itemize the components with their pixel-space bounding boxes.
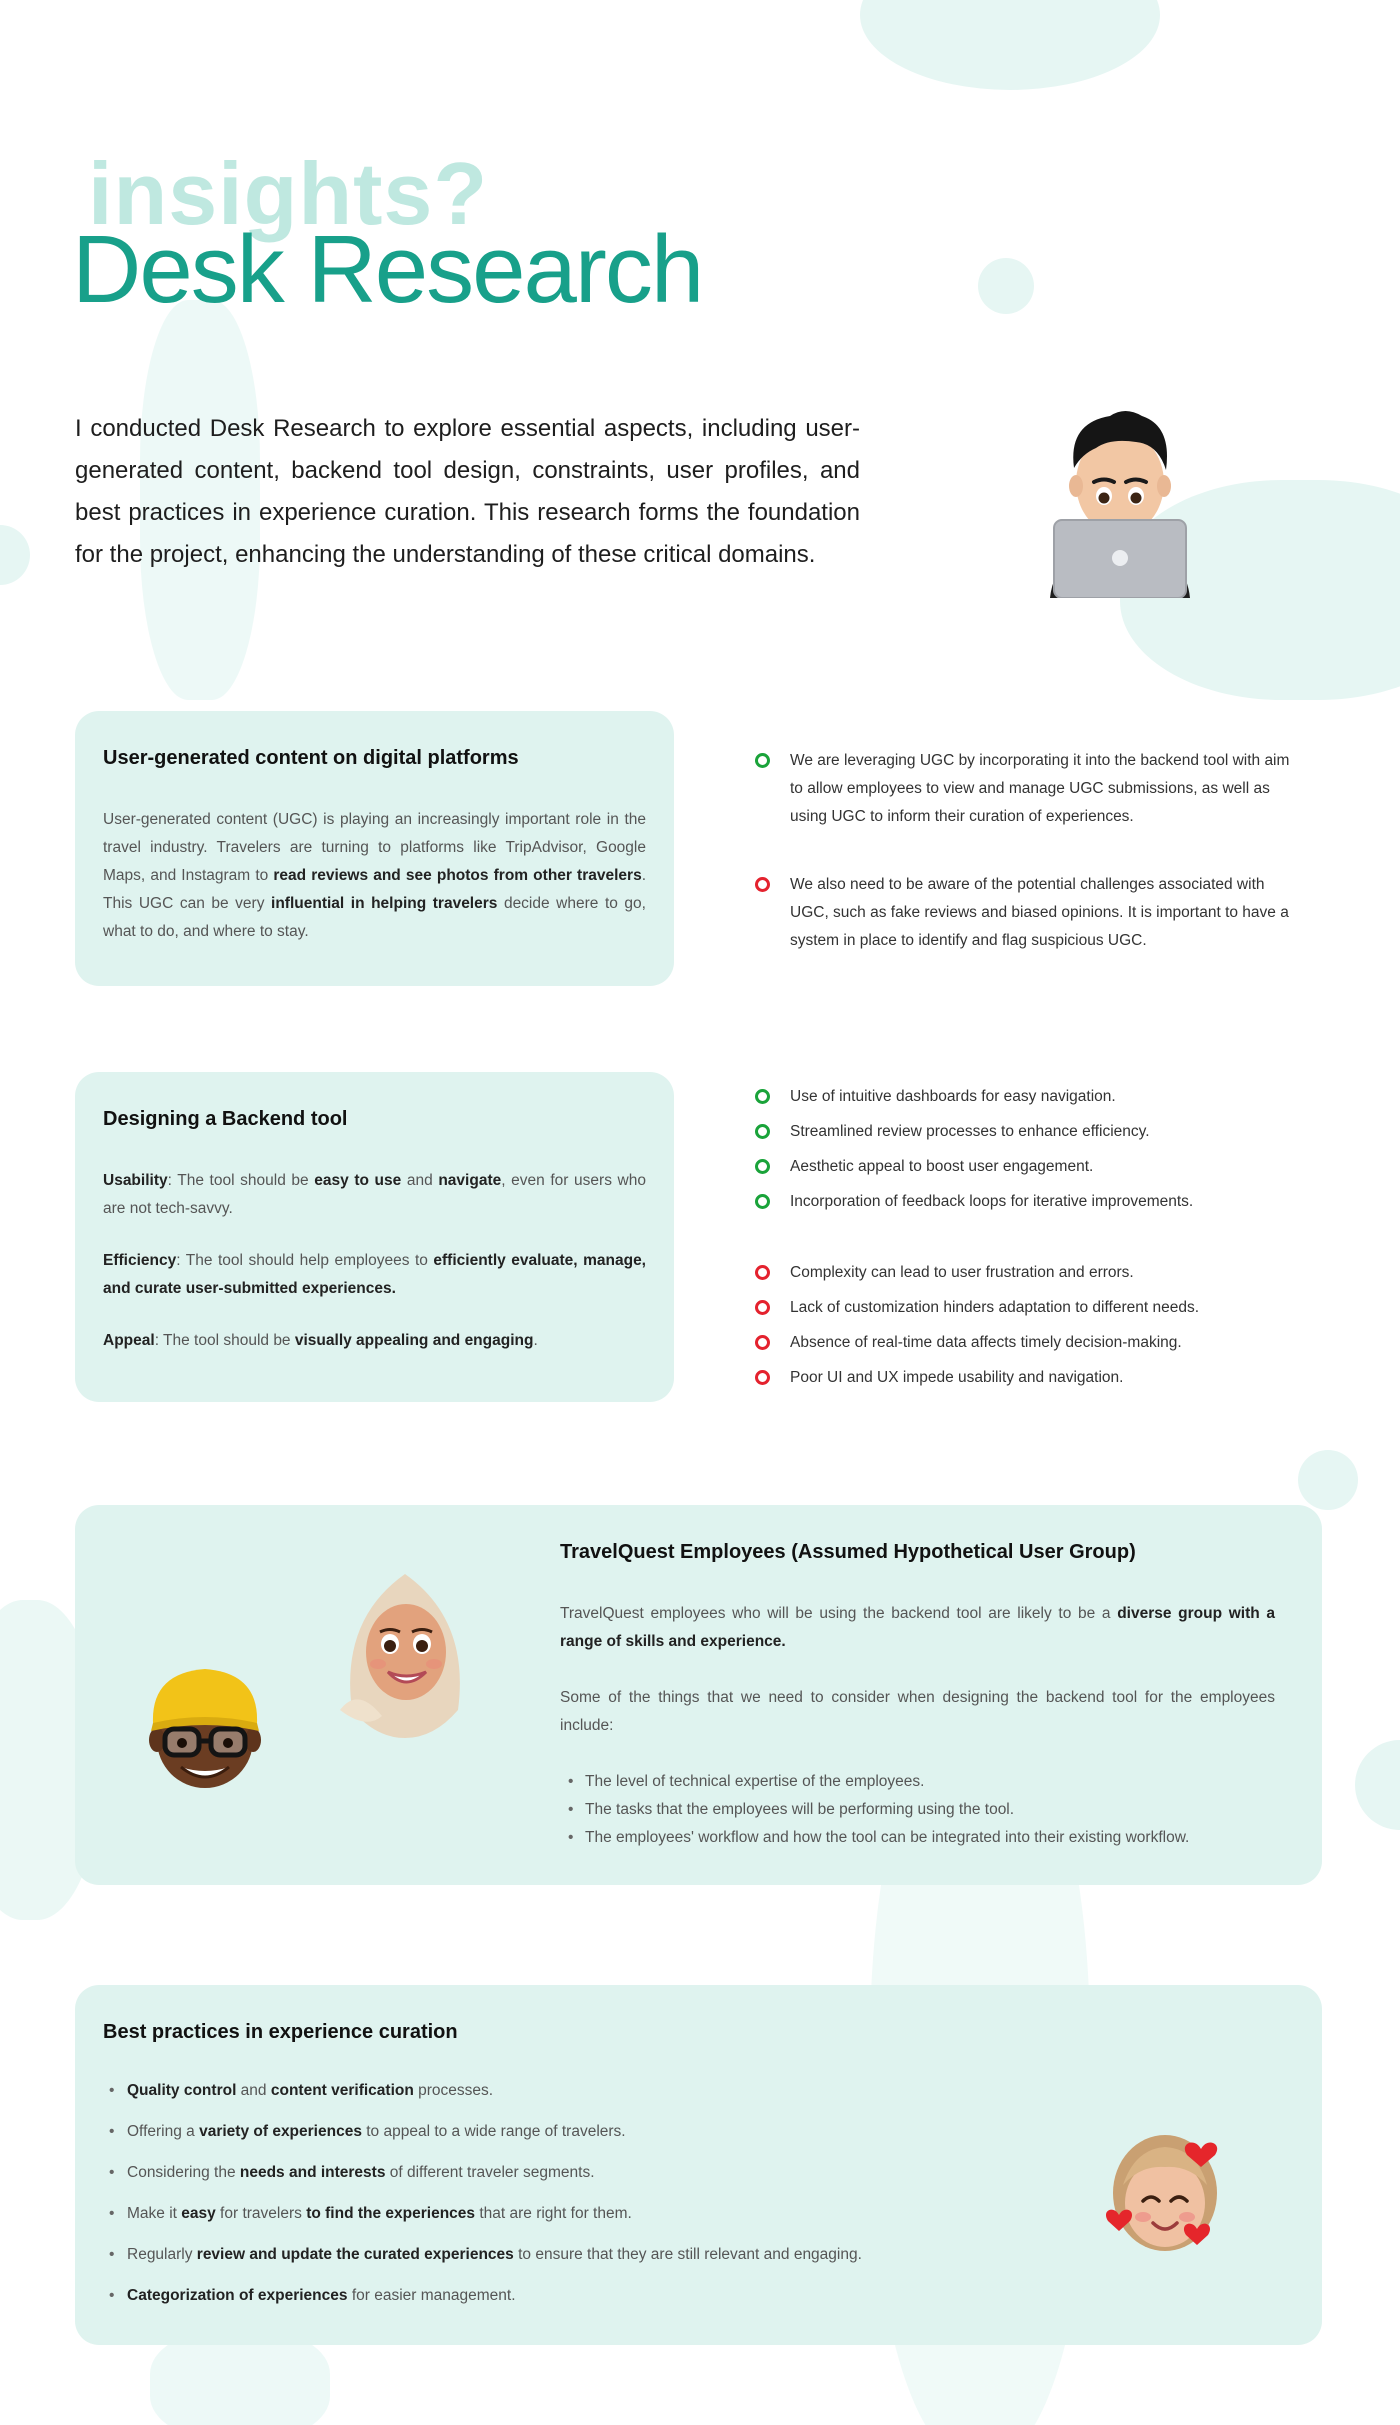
red-bullet-icon — [755, 1300, 770, 1315]
background-blob — [0, 525, 30, 585]
employees-card — [75, 1505, 1322, 1885]
background-blob — [1298, 1450, 1358, 1510]
memoji-hearts-avatar — [1105, 2125, 1225, 2255]
employees-list — [560, 1768, 1275, 1852]
backend-title: Designing a Backend tool — [103, 1108, 348, 1130]
employees-text — [560, 1541, 1275, 1852]
list-item: • Considering the needs and interests of different traveler segments. — [103, 2152, 1294, 2193]
employees-title: TravelQuest Employees (Assumed Hypothetical User Group) — [560, 1541, 1136, 1563]
green-bullet-icon — [755, 1194, 770, 1209]
red-bullet-icon — [755, 1370, 770, 1385]
employees-body: TravelQuest employees who will be using the backend tool are likely to be a diverse group with a range of skills and experience. — [560, 1605, 1275, 1650]
best-practices-title: Best practices in experience curation — [103, 2021, 458, 2043]
list-item: • Categorization of experiences for easier management. — [103, 2275, 1294, 2316]
ghost-title: insights? — [88, 144, 489, 243]
list-item: • The employees' workflow and how the tool can be integrated into their existing workflow. — [560, 1824, 1275, 1852]
backend-card — [75, 1072, 674, 1402]
red-bullet-icon — [755, 877, 770, 892]
ugc-body: User-generated content (UGC) is playing an increasingly important role in the travel industry. Travelers are turning to platforms like TripAdvisor, Google Maps, and Instagram to read reviews and see photos from other travelers. This UGC can be very influential in helping travelers decide where to go, what to do, and where to stay. — [103, 811, 646, 940]
ugc-title: User-generated content on digital platforms — [103, 747, 519, 769]
list-item: • Regularly review and update the curated experiences to ensure that they are still relevant and engaging. — [103, 2234, 1294, 2275]
green-bullet-icon — [755, 1089, 770, 1104]
best-practices-card — [75, 1985, 1322, 2345]
list-item: • Offering a variety of experiences to appeal to a wide range of travelers. — [103, 2111, 1294, 2152]
list-item: • Make it easy for travelers to find the experiences that are right for them. — [103, 2193, 1294, 2234]
list-item: • Quality control and content verification processes. — [103, 2070, 1294, 2111]
memoji-laptop-avatar — [1040, 398, 1200, 598]
memoji-cap-avatar — [135, 1645, 285, 1795]
pro-item: Aesthetic appeal to boost user engagement. — [755, 1149, 1193, 1184]
green-bullet-icon — [755, 1159, 770, 1174]
red-bullet-icon — [755, 1335, 770, 1350]
intro-paragraph: I conducted Desk Research to explore essential aspects, including user-generated content, backend tool design, constraints, user profiles, and best practices in experience curation. This research forms the foundation for the project, enhancing the understanding of these critical domains. — [75, 415, 860, 568]
backend-appeal: Appeal: The tool should be visually appealing and engaging. — [103, 1332, 538, 1349]
page-title: Desk Research — [72, 216, 703, 323]
backend-usability: Usability: The tool should be easy to use and navigate, even for users who are not tech-savvy. — [103, 1172, 646, 1217]
ugc-positive-note: We are leveraging UGC by incorporating it into the backend tool with aim to allow employees to view and manage UGC submissions, as well as using UGC to inform their curation of experiences. — [755, 747, 1290, 831]
con-item: Lack of customization hinders adaptation to different needs. — [755, 1290, 1199, 1325]
list-item: • The tasks that the employees will be performing using the tool. — [560, 1796, 1275, 1824]
con-item: Complexity can lead to user frustration and errors. — [755, 1255, 1199, 1290]
con-item: Poor UI and UX impede usability and navigation. — [755, 1360, 1199, 1395]
pro-item: Use of intuitive dashboards for easy navigation. — [755, 1079, 1193, 1114]
con-item: Absence of real-time data affects timely decision-making. — [755, 1325, 1199, 1360]
background-blob — [978, 258, 1034, 314]
ugc-notes — [755, 747, 1290, 955]
pro-item: Streamlined review processes to enhance efficiency. — [755, 1114, 1193, 1149]
background-blob — [1355, 1740, 1400, 1830]
backend-pros-list — [755, 1079, 1193, 1219]
backend-efficiency: Efficiency: The tool should help employees to efficiently evaluate, manage, and curate user-submitted experiences. — [103, 1252, 646, 1297]
green-bullet-icon — [755, 753, 770, 768]
green-bullet-icon — [755, 1124, 770, 1139]
employees-considerations: Some of the things that we need to consider when designing the backend tool for the employees include: — [560, 1689, 1275, 1734]
red-bullet-icon — [755, 1265, 770, 1280]
list-item: • The level of technical expertise of the employees. — [560, 1768, 1275, 1796]
ugc-negative-note: We also need to be aware of the potential challenges associated with UGC, such as fake reviews and biased opinions. It is important to have a system in place to identify and flag suspicious UGC. — [755, 871, 1290, 955]
ugc-card — [75, 711, 674, 986]
background-blob — [860, 0, 1160, 90]
backend-cons-list — [755, 1255, 1199, 1395]
pro-item: Incorporation of feedback loops for iterative improvements. — [755, 1184, 1193, 1219]
memoji-hijab-avatar — [330, 1560, 480, 1740]
